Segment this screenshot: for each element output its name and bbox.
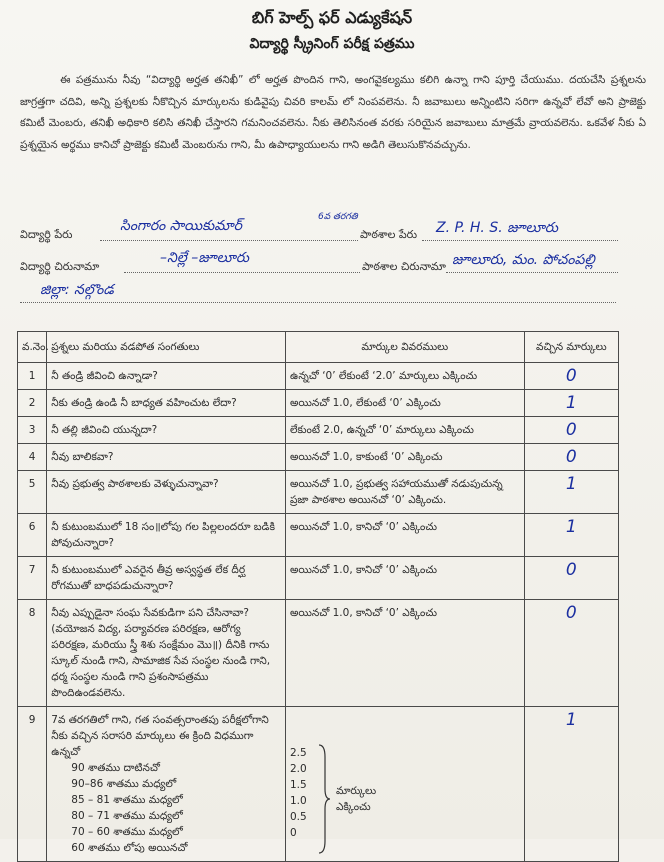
score-entry: 0 — [524, 557, 618, 600]
score-entry: 1 — [524, 390, 618, 417]
form-title: బిగ్ హెల్ప్ ఫర్ ఎడ్యుకేషన్ — [251, 8, 413, 27]
district-line — [20, 302, 616, 303]
address-line — [124, 272, 360, 273]
marks-rule: అయినచో 1.0, ప్రభుత్వ సహాయముతో నడుపుచున్న ప్రజా పాఠశాల అయినచో ‘0’ ఎక్కించు. — [285, 471, 524, 514]
score-entry: 0 — [524, 444, 618, 471]
table-row — [18, 390, 619, 417]
table-header-row — [18, 332, 619, 363]
form-subtitle: విద్యార్థి స్క్రీనింగ్ పరీక్ష పత్రము — [249, 36, 415, 52]
class-value: 6వ తరగతి — [318, 212, 358, 222]
marks-rule: ఉన్నచో ‘0’ లేకుంటే ‘2.0’ మార్కులు ఎక్కించు — [285, 363, 524, 390]
score-entry: 0 — [524, 600, 618, 707]
marks-label-line-2: ఎక్కించు — [335, 801, 371, 813]
col-header-question: ప్రశ్నలు మరియు వడపోత సంగతులు — [47, 332, 286, 363]
school-name-value: Z. P. H. S. జూలూరు — [436, 220, 558, 236]
range-item: 90 శాతము దాటినచో — [71, 762, 160, 774]
question-9-stem: 7వ తరగతిలో గాని, గత సంవత్సరాంతపు పరీక్షలోగాని నీకు వచ్చిన సరాసరి మార్కులు ఈ క్రింది విధముగా ఉన్నచో — [51, 714, 269, 758]
student-name-value: సింగారం సాయికుమార్ — [120, 218, 242, 234]
point-value: 1.5 — [289, 779, 307, 791]
marks-rule: అయినచో 1.0, కానిచో ‘0’ ఎక్కించు — [285, 600, 524, 707]
score-entry: 0 — [524, 417, 618, 444]
row-number: 4 — [18, 444, 47, 471]
school-address-value: జూలూరు, మం. పోచంపల్లి — [452, 252, 595, 268]
row-number: 2 — [18, 390, 47, 417]
points-list — [290, 745, 307, 841]
question-text: నీవు బాలికవా? — [47, 444, 286, 471]
marks-rule: లేకుంటే 2.0, ఉన్నచో ‘0’ మార్కులు ఎక్కించు — [285, 417, 524, 444]
range-item: 80 – 71 శాతము మధ్యలో — [71, 810, 183, 822]
district-value: జిల్లా: నల్గొండ — [40, 282, 114, 298]
row-number: 1 — [18, 363, 47, 390]
table-row — [18, 417, 619, 444]
marks-rule: అయినచో 1.0, కాకుంటే ‘0’ ఎక్కించు — [285, 444, 524, 471]
row-number: 9 — [18, 707, 47, 862]
point-value: 0.5 — [289, 811, 307, 823]
school-name-line — [422, 240, 618, 241]
table-row — [18, 514, 619, 557]
school-address-label: పాఠశాల చిరునామా — [362, 260, 446, 273]
table-row — [18, 557, 619, 600]
point-value: 0 — [289, 827, 297, 839]
student-name-line — [100, 240, 358, 241]
marks-scale-cell — [285, 707, 524, 862]
range-item: 60 శాతము లోపు అయినచో — [71, 842, 188, 854]
range-item: 70 – 60 శాతము మధ్యలో — [71, 826, 183, 838]
range-item: 85 – 81 శాతము మధ్యలో — [71, 794, 183, 806]
marks-label — [336, 783, 376, 815]
row-number: 7 — [18, 557, 47, 600]
row-number: 3 — [18, 417, 47, 444]
score-entry: 1 — [524, 514, 618, 557]
range-item: 90–86 శాతము మధ్యలో — [71, 778, 177, 790]
question-text: నీ కుటుంబములో 18 సం॥లోపు గల పిల్లలందరూ బడికి పోవుచున్నారా? — [47, 514, 286, 557]
curly-brace-icon — [317, 743, 331, 855]
row-number: 6 — [18, 514, 47, 557]
col-header-score: వచ్చిన మార్కులు — [524, 332, 618, 363]
question-text: నీ కుటుంబములో ఎవరైన తీవ్ర అస్వస్థత లేక దీర్ఘ రోగముతో బాధపడుచున్నారా? — [47, 557, 286, 600]
student-name-label: విద్యార్థి పేరు — [20, 228, 73, 241]
score-entry: 1 — [524, 707, 618, 862]
address-value: –నిల్లే –జూలూరు — [160, 250, 250, 266]
question-text: నీ తల్లి జీవించి యున్నదా? — [47, 417, 286, 444]
marks-rule: అయినచో 1.0, కానిచో ‘0’ ఎక్కించు — [285, 557, 524, 600]
marks-rule: అయినచో 1.0, లేకుంటే ‘0’ ఎక్కించు — [285, 390, 524, 417]
table-row — [18, 600, 619, 707]
question-text: నీవు ప్రభుత్వ పాఠశాలకు వెళ్ళుచున్నావా? — [47, 471, 286, 514]
instructions-paragraph: ఈ పత్రమును నీవు “విద్యార్థి అర్హత తనిఖీ” లో అర్హత పొందిన గాని, అంగవైకల్యము కలిగి ఉన్నా గాని పూర్తి చేయుము. దయచేసి ప్రశ్నలను జాగ్రత్తగా చదివి, అన్ని ప్రశ్నలకు నీకొచ్చిన మార్కులను కుడివైపు చివరి కాలమ్ లో నింపవలెను. నీ జవాబులు అన్నింటిని సరిగా ఉన్నవో లేవో అని ప్రాజెక్టు కమిటీ మెంబరు, తనిఖీ అధికారి కలిసి తనిఖీ చేస్తారని గమనించవలెను. నీకు తెలిసినంత వరకు సరియైన జవాబులు మాత్రమే వ్రాయవలెను. ఒకవేళ నీకు ఏ ప్రశ్నయైన అర్థము కానిచో ప్రాజెక్టు కమిటీ మెంబరును గాని, మీ ఉపాధ్యాయులను గాని అడిగి తెలుసుకొనవచ్చును. — [20, 74, 646, 151]
col-header-no: వ.నెం. — [18, 332, 47, 363]
table-row-9 — [18, 707, 619, 862]
address-label: విద్యార్థి చిరునామా — [20, 260, 100, 273]
question-text: నీ తండ్రి జీవించి ఉన్నాడా? — [47, 363, 286, 390]
school-name-label: పాఠశాల పేరు — [360, 228, 418, 241]
screening-table — [17, 331, 619, 862]
point-value: 1.0 — [289, 795, 307, 807]
marks-label-line-1: మార్కులు — [335, 785, 377, 797]
marks-rule: అయినచో 1.0, కానిచో ‘0’ ఎక్కించు — [285, 514, 524, 557]
point-value: 2.0 — [289, 763, 307, 775]
question-text: నీకు తండ్రి ఉండి నీ బాధ్యత వహించుట లేదా? — [47, 390, 286, 417]
score-entry: 1 — [524, 471, 618, 514]
table-row — [18, 471, 619, 514]
row-number: 8 — [18, 600, 47, 707]
row-number: 5 — [18, 471, 47, 514]
col-header-marks: మార్కుల వివరములు — [285, 332, 524, 363]
table-row — [18, 444, 619, 471]
score-entry: 0 — [524, 363, 618, 390]
point-value: 2.5 — [289, 747, 307, 759]
question-text-9 — [47, 707, 286, 862]
question-text: నీవు ఎప్పుడైనా సంఘ సేవకుడిగా పని చేసినావా? (వయోజన విద్య, పర్యావరణ పరిరక్షణ, ఆరోగ్య పరిరక్షణ, మరియు స్త్రీ శిశు సంక్షేమం మొ॥) దీనికి గాను స్కూల్ నుండి గాని, సామాజిక సేవ సంస్థల నుండి గాని, ధర్మ సంస్థల నుండి గాని ప్రశంసాపత్రము పొందిఉండవలెను. — [47, 600, 286, 707]
table-row — [18, 363, 619, 390]
school-address-line — [446, 272, 618, 273]
